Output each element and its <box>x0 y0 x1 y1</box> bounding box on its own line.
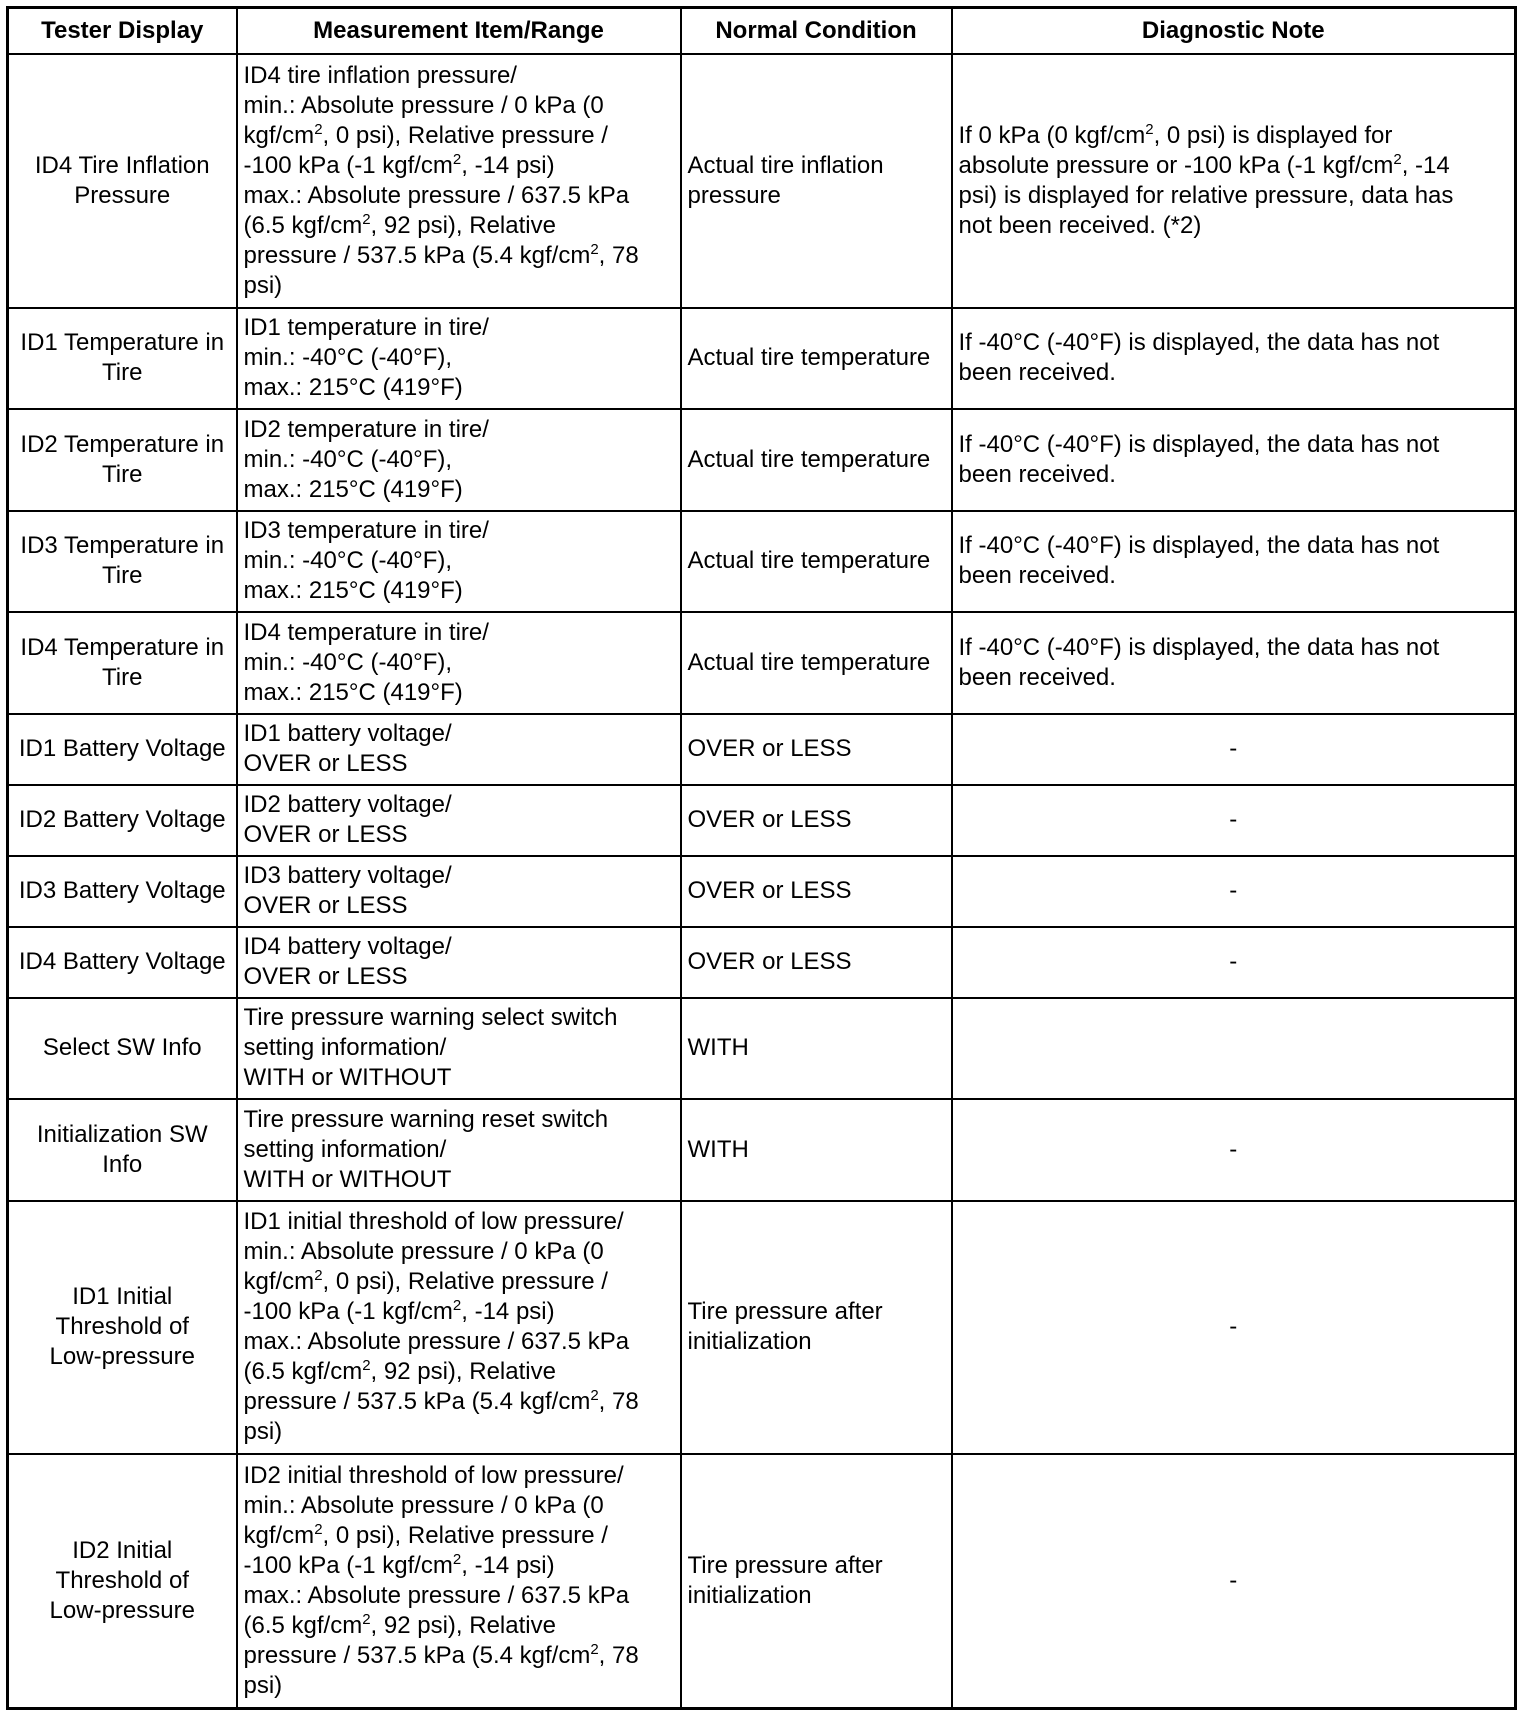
tester-display-line: Tire <box>102 359 143 387</box>
diagnostic-note-cell <box>952 785 1516 856</box>
normal-condition-line: Actual tire temperature <box>687 344 931 372</box>
tester-display-cell <box>8 998 237 1099</box>
diagnostic-note-line: - <box>1229 1135 1238 1163</box>
normal-condition-cell <box>681 612 952 713</box>
measurement-range-cell <box>237 1201 681 1455</box>
table-row <box>8 54 1516 308</box>
table-row <box>8 998 1516 1099</box>
measurement-range-cell <box>237 998 681 1099</box>
tester-display-line: ID2 Initial <box>72 1537 173 1565</box>
normal-condition-line: Tire pressure after <box>687 1298 883 1326</box>
diagnostic-note-cell <box>952 612 1516 713</box>
diagnostic-note-line: not been received. (*2) <box>958 211 1202 239</box>
measurement-range-line: min.: -40°C (-40°F), <box>243 547 453 575</box>
tester-display-line: Initialization SW <box>36 1120 208 1148</box>
diagnostic-note-cell <box>952 409 1516 510</box>
measurement-range-line: WITH or WITHOUT <box>243 1064 452 1092</box>
measurement-range-line: min.: -40°C (-40°F), <box>243 445 453 473</box>
tester-display-cell <box>8 785 237 856</box>
measurement-range-cell <box>237 54 681 308</box>
diagnostic-note-line: If -40°C (-40°F) is displayed, the data has not <box>958 532 1440 560</box>
tester-display-line: Pressure <box>74 181 171 209</box>
measurement-range-line: ID1 initial threshold of low pressure/ <box>243 1208 624 1236</box>
header-diagnostic-note: Diagnostic Note <box>952 8 1516 55</box>
table-body <box>8 54 1516 1709</box>
normal-condition-cell <box>681 1201 952 1455</box>
diagnostic-note-line: If 0 kPa (0 kgf/$cm^2$, 0 psi) is displayed for <box>958 120 1393 149</box>
diagnostic-note-line: If -40°C (-40°F) is displayed, the data has not <box>958 329 1440 357</box>
table-row <box>8 409 1516 510</box>
measurement-range-line: (6.5 kgf/$cm^2$, 92 psi), Relative <box>243 1357 556 1386</box>
table-row <box>8 1454 1516 1708</box>
tester-display-cell <box>8 927 237 998</box>
normal-condition-cell <box>681 1099 952 1200</box>
measurement-range-line: setting information/ <box>243 1034 447 1062</box>
tester-display-line: Low-pressure <box>49 1597 195 1625</box>
table-row <box>8 511 1516 612</box>
tester-display-line: Threshold of <box>55 1313 189 1341</box>
tester-display-line: ID4 Tire Inflation <box>34 151 210 179</box>
measurement-range-line: psi) <box>243 1418 283 1446</box>
tester-display-cell <box>8 511 237 612</box>
measurement-range-line: max.: Absolute pressure / 637.5 kPa <box>243 181 630 209</box>
normal-condition-cell <box>681 409 952 510</box>
tester-display-line: ID2 Temperature in <box>20 430 225 458</box>
normal-condition-line: OVER or LESS <box>687 806 852 834</box>
measurement-range-line: pressure / 537.5 kPa (5.4 kgf/$cm^2$, 78 <box>243 240 639 269</box>
normal-condition-line: OVER or LESS <box>687 877 852 905</box>
normal-condition-line: initialization <box>687 1328 812 1356</box>
diagnostic-note-line: been received. <box>958 663 1116 691</box>
tester-display-line: ID4 Temperature in <box>20 633 225 661</box>
normal-condition-cell <box>681 511 952 612</box>
normal-condition-cell <box>681 54 952 308</box>
measurement-range-line: kgf/$cm^2$, 0 psi), Relative pressure / <box>243 120 608 149</box>
normal-condition-cell <box>681 927 952 998</box>
normal-condition-line: OVER or LESS <box>687 948 852 976</box>
measurement-range-line: WITH or WITHOUT <box>243 1165 452 1193</box>
measurement-range-line: kgf/$cm^2$, 0 psi), Relative pressure / <box>243 1267 608 1296</box>
tester-display-cell <box>8 612 237 713</box>
measurement-range-line: max.: Absolute pressure / 637.5 kPa <box>243 1328 630 1356</box>
normal-condition-line: WITH <box>687 1135 749 1163</box>
normal-condition-line: pressure <box>687 181 781 209</box>
measurement-range-line: ID3 battery voltage/ <box>243 862 452 890</box>
measurement-range-line: ID2 battery voltage/ <box>243 791 452 819</box>
diagnostic-note-line: been received. <box>958 460 1116 488</box>
measurement-range-cell <box>237 612 681 713</box>
tester-display-line: Low-pressure <box>49 1343 195 1371</box>
diagnostic-note-line: - <box>1229 735 1238 763</box>
measurement-range-line: OVER or LESS <box>243 750 408 778</box>
measurement-range-line: (6.5 kgf/$cm^2$, 92 psi), Relative <box>243 210 556 239</box>
measurement-range-cell <box>237 1454 681 1708</box>
measurement-range-line: psi) <box>243 271 283 299</box>
measurement-range-line: ID1 temperature in tire/ <box>243 314 489 342</box>
tester-display-line: Select SW Info <box>42 1034 202 1062</box>
table-row <box>8 927 1516 998</box>
normal-condition-line: Tire pressure after <box>687 1552 883 1580</box>
measurement-range-line: Tire pressure warning select switch <box>243 1004 618 1032</box>
diagnostic-note-line: been received. <box>958 562 1116 590</box>
diagnostic-note-line: If -40°C (-40°F) is displayed, the data has not <box>958 633 1440 661</box>
measurement-range-cell <box>237 409 681 510</box>
tester-display-cell <box>8 54 237 308</box>
diagnostic-note-line: - <box>1229 877 1238 905</box>
diagnostic-note-line: absolute pressure or -100 kPa (-1 kgf/$cm^2$, -14 <box>958 150 1450 179</box>
diagnostic-note-line: If -40°C (-40°F) is displayed, the data has not <box>958 430 1440 458</box>
header-normal-condition: Normal Condition <box>681 8 952 55</box>
measurement-range-line: min.: -40°C (-40°F), <box>243 648 453 676</box>
measurement-range-line: max.: 215°C (419°F) <box>243 678 463 706</box>
table-row <box>8 714 1516 785</box>
measurement-range-cell <box>237 856 681 927</box>
table-row <box>8 785 1516 856</box>
tester-display-cell <box>8 714 237 785</box>
measurement-range-line: max.: Absolute pressure / 637.5 kPa <box>243 1582 630 1610</box>
table-row <box>8 1099 1516 1200</box>
normal-condition-line: Actual tire temperature <box>687 445 931 473</box>
table-row <box>8 308 1516 409</box>
normal-condition-cell <box>681 856 952 927</box>
normal-condition-cell <box>681 785 952 856</box>
diagnostic-note-cell <box>952 1454 1516 1708</box>
measurement-range-line: ID4 temperature in tire/ <box>243 618 489 646</box>
tester-display-line: ID4 Battery Voltage <box>18 948 226 976</box>
normal-condition-cell <box>681 998 952 1099</box>
table-row <box>8 1201 1516 1455</box>
measurement-range-line: (6.5 kgf/$cm^2$, 92 psi), Relative <box>243 1611 556 1640</box>
diagnostic-note-line: - <box>1229 1567 1238 1595</box>
measurement-range-line: OVER or LESS <box>243 821 408 849</box>
tester-display-cell <box>8 1099 237 1200</box>
measurement-range-cell <box>237 927 681 998</box>
diagnostic-note-line: - <box>1229 948 1238 976</box>
normal-condition-line: Actual tire temperature <box>687 648 931 676</box>
tester-display-line: ID3 Battery Voltage <box>18 877 226 905</box>
tester-display-line: Threshold of <box>55 1567 189 1595</box>
diagnostic-note-line: been received. <box>958 359 1116 387</box>
measurement-range-line: pressure / 537.5 kPa (5.4 kgf/$cm^2$, 78 <box>243 1387 639 1416</box>
tester-display-line: ID1 Temperature in <box>20 329 225 357</box>
measurement-range-line: ID2 temperature in tire/ <box>243 415 489 443</box>
measurement-range-cell <box>237 511 681 612</box>
measurement-range-cell <box>237 1099 681 1200</box>
tester-display-line: ID1 Battery Voltage <box>18 735 226 763</box>
tester-display-line: ID3 Temperature in <box>20 532 225 560</box>
tester-display-cell <box>8 1201 237 1455</box>
measurement-range-line: ID3 temperature in tire/ <box>243 517 489 545</box>
measurement-range-line: max.: 215°C (419°F) <box>243 374 463 402</box>
table-row <box>8 856 1516 927</box>
measurement-range-line: min.: Absolute pressure / 0 kPa (0 <box>243 1238 604 1266</box>
measurement-range-line: -100 kPa (-1 kgf/$cm^2$, -14 psi) <box>243 150 555 179</box>
diagnostic-note-line: - <box>1229 1313 1238 1341</box>
measurement-range-line: OVER or LESS <box>243 892 408 920</box>
tester-display-line: ID1 Initial <box>72 1283 173 1311</box>
measurement-range-cell <box>237 785 681 856</box>
measurement-range-cell <box>237 308 681 409</box>
normal-condition-line: WITH <box>687 1034 749 1062</box>
measurement-range-line: min.: Absolute pressure / 0 kPa (0 <box>243 91 604 119</box>
diagnostic-note-line: - <box>1229 806 1238 834</box>
measurement-range-line: Tire pressure warning reset switch <box>243 1105 609 1133</box>
diagnostic-note-cell <box>952 54 1516 308</box>
measurement-range-line: setting information/ <box>243 1135 447 1163</box>
tester-display-cell <box>8 409 237 510</box>
normal-condition-line: initialization <box>687 1582 812 1610</box>
diagnostic-note-cell <box>952 998 1516 1099</box>
diagnostic-note-line: psi) is displayed for relative pressure, data has <box>958 181 1454 209</box>
measurement-range-line: kgf/$cm^2$, 0 psi), Relative pressure / <box>243 1521 608 1550</box>
header-row <box>8 8 1516 55</box>
diagnostic-note-cell <box>952 714 1516 785</box>
normal-condition-cell <box>681 714 952 785</box>
measurement-range-line: max.: 215°C (419°F) <box>243 475 463 503</box>
measurement-range-line: min.: Absolute pressure / 0 kPa (0 <box>243 1492 604 1520</box>
measurement-range-line: pressure / 537.5 kPa (5.4 kgf/$cm^2$, 78 <box>243 1641 639 1670</box>
measurement-range-cell <box>237 714 681 785</box>
tester-display-cell <box>8 1454 237 1708</box>
measurement-range-line: max.: 215°C (419°F) <box>243 577 463 605</box>
normal-condition-line: Actual tire temperature <box>687 547 931 575</box>
tester-display-table <box>6 6 1517 1710</box>
diagnostic-note-cell <box>952 308 1516 409</box>
normal-condition-line: OVER or LESS <box>687 735 852 763</box>
normal-condition-line: Actual tire inflation <box>687 151 884 179</box>
measurement-range-line: min.: -40°C (-40°F), <box>243 344 453 372</box>
measurement-range-line: psi) <box>243 1672 283 1700</box>
tester-display-line: Info <box>102 1150 143 1178</box>
measurement-range-line: ID4 tire inflation pressure/ <box>243 61 517 89</box>
measurement-range-line: -100 kPa (-1 kgf/$cm^2$, -14 psi) <box>243 1551 555 1580</box>
diagnostic-note-cell <box>952 1201 1516 1455</box>
header-measurement-item-range: Measurement Item/Range <box>237 8 681 55</box>
diagnostic-note-cell <box>952 856 1516 927</box>
table-row <box>8 612 1516 713</box>
tester-display-cell <box>8 856 237 927</box>
tester-display-line: Tire <box>102 460 143 488</box>
diagnostic-note-cell <box>952 927 1516 998</box>
tester-display-line: Tire <box>102 562 143 590</box>
normal-condition-cell <box>681 308 952 409</box>
diagnostic-note-cell <box>952 511 1516 612</box>
measurement-range-line: -100 kPa (-1 kgf/$cm^2$, -14 psi) <box>243 1297 555 1326</box>
normal-condition-cell <box>681 1454 952 1708</box>
tester-display-line: ID2 Battery Voltage <box>18 806 226 834</box>
measurement-range-line: ID4 battery voltage/ <box>243 933 452 961</box>
diagnostic-note-cell <box>952 1099 1516 1200</box>
measurement-range-line: ID1 battery voltage/ <box>243 720 452 748</box>
tester-display-cell <box>8 308 237 409</box>
header-tester-display: Tester Display <box>8 8 237 55</box>
measurement-range-line: ID2 initial threshold of low pressure/ <box>243 1462 624 1490</box>
tester-display-line: Tire <box>102 663 143 691</box>
measurement-range-line: OVER or LESS <box>243 963 408 991</box>
